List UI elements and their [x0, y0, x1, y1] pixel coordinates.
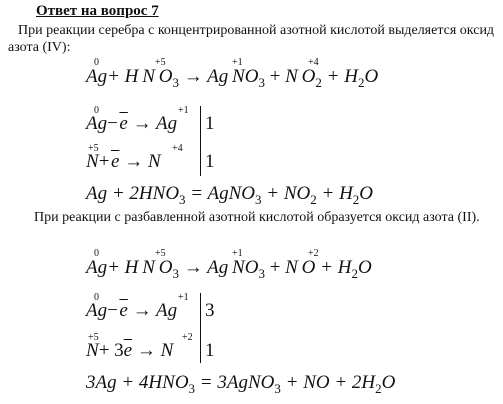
- ox-ag-plus1: +1: [232, 57, 243, 68]
- plus-sign: +: [98, 151, 110, 172]
- subscript: 3: [258, 75, 265, 90]
- ag-term: Ag: [86, 66, 108, 87]
- paragraph-dilute: При реакции с разбавленной азотной кислотой образуется оксид азота (II).: [34, 210, 480, 225]
- subscript: 3: [255, 192, 262, 207]
- subscript: 3: [179, 192, 186, 207]
- o-product: O + H: [301, 257, 352, 278]
- ox-label: +5: [88, 143, 99, 154]
- subscript: 3: [258, 266, 265, 281]
- n-term: N: [142, 66, 155, 87]
- eq-part: + NO: [261, 183, 311, 204]
- half-rhs: Ag: [156, 300, 178, 321]
- subscript: 3: [274, 381, 281, 396]
- subscript: 2: [357, 75, 365, 90]
- ox-label: +1: [232, 248, 243, 259]
- subscript: 2: [352, 192, 360, 207]
- ox-ag-0: 0: [94, 57, 99, 68]
- ox-label: +2: [308, 248, 319, 259]
- n-product: N: [285, 257, 298, 278]
- balance-divider: [200, 293, 201, 363]
- balance-coefficient: 1: [205, 340, 215, 361]
- half-lhs: N: [86, 340, 99, 361]
- half-arrow: →: [132, 300, 152, 321]
- electron-symbol: $\overline{e}$: [119, 113, 128, 134]
- ox-n-plus5: +5: [155, 57, 166, 68]
- ox-label: 0: [94, 292, 99, 303]
- o-product: O: [301, 66, 316, 87]
- ox-label: +2: [182, 332, 193, 343]
- final-equation-dilute: [86, 372, 395, 394]
- plus-sign: +: [269, 66, 281, 87]
- paragraph-concentrated: При реакции серебра с концентрированной азотной кислотой выделяется оксид азота (IV):: [8, 23, 495, 55]
- half-rhs: N: [160, 340, 174, 361]
- no-term: NO: [232, 257, 259, 278]
- eq-part: O: [359, 183, 374, 204]
- ag-term: Ag: [86, 257, 108, 278]
- ox-label: +4: [172, 143, 183, 154]
- minus-sign: −: [107, 300, 118, 321]
- ox-label: +5: [155, 248, 166, 259]
- reaction-arrow: →: [183, 257, 203, 278]
- subscript: 2: [315, 75, 322, 90]
- eq-part: Ag + 2HNO: [86, 183, 180, 204]
- ag-product: Ag: [207, 66, 229, 87]
- ox-label: +1: [178, 105, 189, 116]
- eq-part: O: [381, 372, 396, 393]
- reaction-arrow: →: [183, 66, 203, 87]
- ag-product: Ag: [207, 257, 229, 278]
- eq-part: = AgNO: [185, 183, 256, 204]
- h-product: + H: [326, 66, 358, 87]
- plus-sign: +: [269, 257, 281, 278]
- eq-part: + H: [316, 183, 353, 204]
- n-product: N: [285, 66, 298, 87]
- half-lhs: Ag: [86, 300, 108, 321]
- subscript: 2: [310, 192, 317, 207]
- answer-title: Ответ на вопрос 7: [36, 3, 159, 19]
- ox-label: 0: [94, 248, 99, 259]
- h-term: + H: [107, 66, 139, 87]
- electron-symbol: $\overline{e}$: [111, 151, 120, 172]
- subscript: 3: [172, 75, 179, 90]
- h-term: + H: [107, 257, 139, 278]
- half-rhs: N: [147, 151, 161, 172]
- subscript: 2: [375, 381, 382, 396]
- balance-coefficient: 3: [205, 300, 215, 321]
- half-arrow: →: [124, 151, 144, 172]
- ox-n-plus4: +4: [308, 57, 319, 68]
- subscript: 3: [188, 381, 196, 396]
- ox-label: 0: [94, 105, 99, 116]
- plus-sign: + 3: [98, 340, 124, 361]
- ox-label: +1: [178, 292, 189, 303]
- final-equation-concentrated: [86, 183, 373, 205]
- eq-part: = 3AgNO: [195, 372, 275, 393]
- half-rhs: Ag: [156, 113, 178, 134]
- o-term: O: [158, 66, 173, 87]
- ox-label: +5: [88, 332, 99, 343]
- balance-coefficient: 1: [205, 151, 215, 172]
- o-term: O: [158, 257, 173, 278]
- water-o: O: [357, 257, 372, 278]
- n-term: N: [142, 257, 155, 278]
- balance-divider: [200, 106, 201, 176]
- electron-symbol: $\overline{e}$: [123, 340, 133, 361]
- eq-part: + NO + 2H: [280, 372, 376, 393]
- half-arrow: →: [136, 340, 156, 361]
- minus-sign: −: [107, 113, 118, 134]
- no-term: NO: [232, 66, 259, 87]
- eq-part: 3Ag + 4HNO: [86, 372, 189, 393]
- half-arrow: →: [132, 113, 152, 134]
- half-lhs: N: [86, 151, 99, 172]
- half-lhs: Ag: [86, 113, 108, 134]
- electron-symbol: $\overline{e}$: [119, 300, 128, 321]
- balance-coefficient: 1: [205, 113, 215, 134]
- subscript: 2: [351, 266, 358, 281]
- subscript: 3: [172, 266, 179, 281]
- water-o: O: [364, 66, 379, 87]
